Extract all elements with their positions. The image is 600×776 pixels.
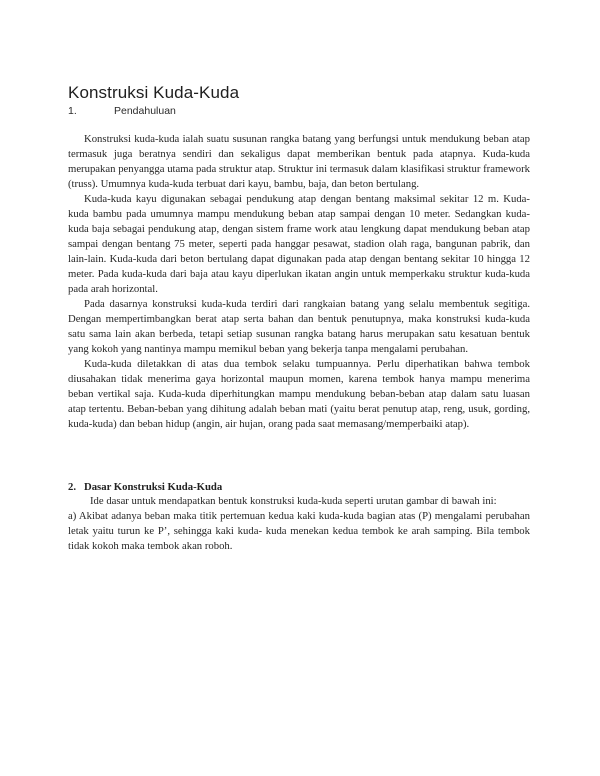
document-title: Konstruksi Kuda-Kuda (68, 83, 240, 102)
section-2-title: Dasar Konstruksi Kuda-Kuda (84, 481, 223, 493)
list-item: a) Akibat adanya beban maka titik pertemuan kedua kaki kuda-kuda bagian atas (P) mengalami perubahan letak yaitu turun ke P’, sehingga kaki kuda- kuda menekan kedua tembok ke arah samping. Bila tembok tidak kokoh maka tembok akan roboh. (68, 510, 530, 552)
section-1-number: 1. (68, 105, 77, 117)
paragraph: Konstruksi kuda-kuda ialah suatu susunan rangka batang yang berfungsi untuk mendukung beban atap termasuk juga beratnya sendiri dan sekaligus dapat memberikan bentuk pada atapnya. Kuda-kuda merupakan penyangga utama pada struktur atap. Struktur ini termasuk dalam klasifikasi struktur framework (truss). Umumnya kuda-kuda terbuat dari kayu, bambu, baja, dan beton bertulang. (68, 133, 530, 190)
paragraph: Ide dasar untuk mendapatkan bentuk konstruksi kuda-kuda seperti urutan gambar di bawah ini: (90, 495, 497, 507)
section-2-number: 2. (68, 481, 77, 493)
section-1-body (68, 132, 530, 432)
paragraph: Pada dasarnya konstruksi kuda-kuda terdiri dari rangkaian batang yang selalu membentuk segitiga. Dengan mempertimbangkan berat atap serta bahan dan bentuk penutupnya, maka konstruksi kuda-kuda satu sama lain akan berbeda, tetapi setiap susunan rangka batang harus merupakan satu kesatuan bentuk yang kokoh yang nantinya mampu memikul beban yang bekerja tanpa mengalami perubahan. (68, 298, 530, 355)
section-2-body (68, 494, 530, 554)
section-2-heading (68, 481, 222, 493)
paragraph: Kuda-kuda diletakkan di atas dua tembok selaku tumpuannya. Perlu diperhatikan bahwa tembok diusahakan tidak menerima gaya horizontal maupun momen, karena tembok hanya mampu menerima beban vertikal saja. Kuda-kuda diperhitungkan mampu mendukung beban-beban atap dalam satu luasan atap tertentu. Beban-beban yang dihitung adalah beban mati (yaitu berat penutup atap, reng, usuk, gording, kuda-kuda) dan beban hidup (angin, air hujan, orang pada saat memasang/memperbaiki atap). (68, 358, 530, 430)
section-1-title: Pendahuluan (114, 105, 176, 117)
section-1-heading (68, 105, 176, 117)
paragraph: Kuda-kuda kayu digunakan sebagai pendukung atap dengan bentang maksimal sekitar 12 m. Kuda-kuda bambu pada umumnya mampu mendukung beban atap sampai dengan 10 meter. Sedangkan kuda-kuda baja sebagai pendukung atap, dengan sistem frame work atau lengkung dapat mendukung beban atap sampai dengan bentang 75 meter, seperti pada hanggar pesawat, stadion olah raga, bangunan pabrik, dan lain-lain. Kuda-kuda dari beton bertulang dapat digunakan pada atap dengan bentang sekitar 10 hingga 12 meter. Pada kuda-kuda dari baja atau kayu diperlukan ikatan angin untuk memperkaku struktur kuda-kuda pada arah horizontal. (68, 193, 530, 295)
